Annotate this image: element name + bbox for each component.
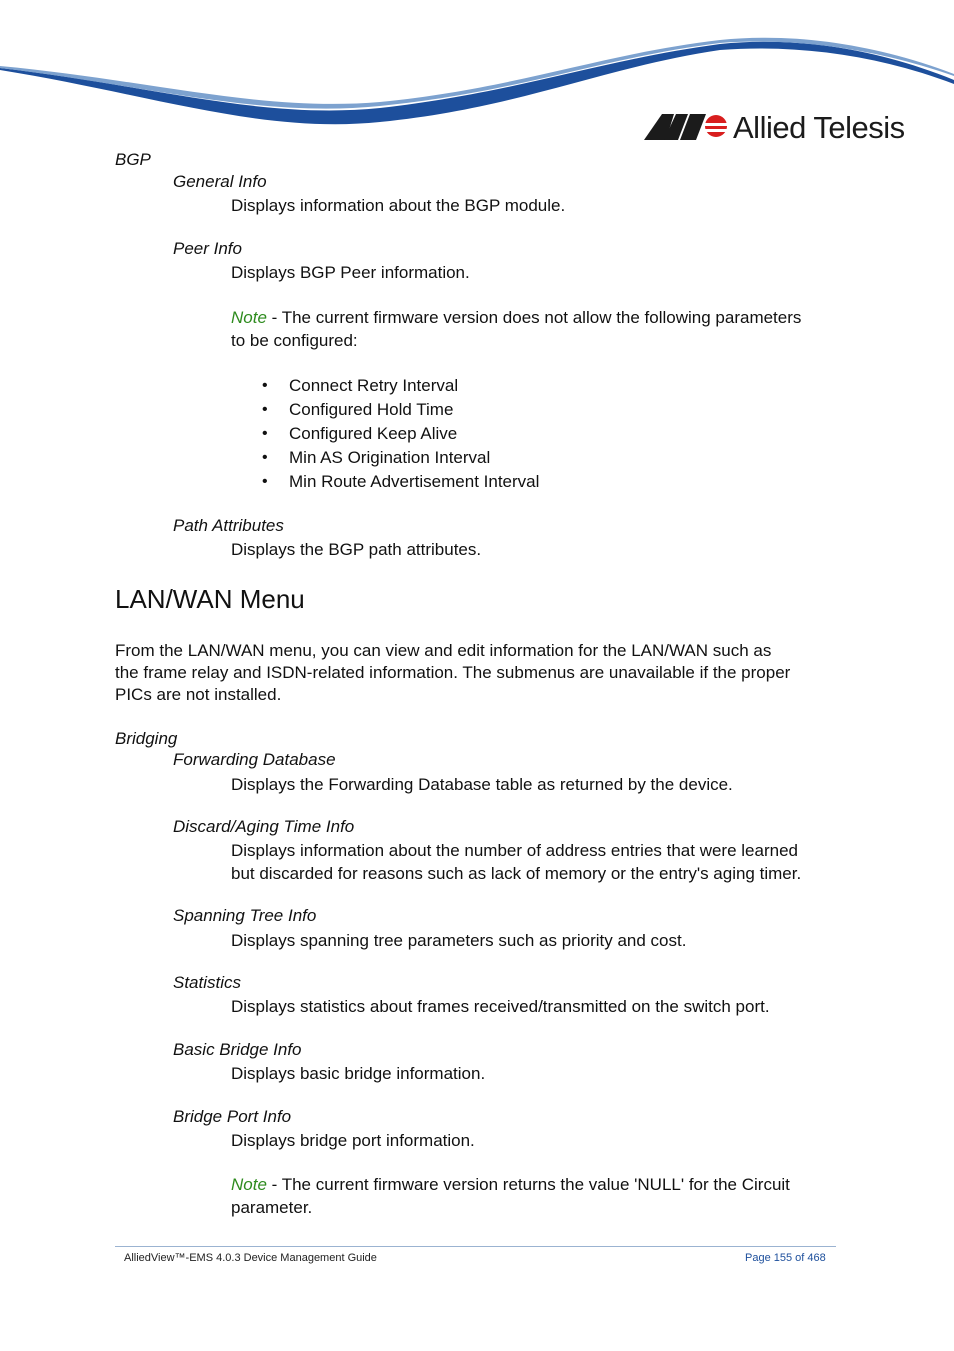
lanwan-intro-line-3: PICs are not installed. (115, 685, 282, 704)
subsection-title-bridge-port-info: Bridge Port Info (173, 1107, 292, 1126)
peer-info-note (231, 306, 801, 329)
subsection-title-peer-info: Peer Info (173, 239, 242, 258)
subsection-title-forwarding-database: Forwarding Database (173, 750, 336, 769)
logo-wordmark: Allied Telesis (733, 110, 905, 145)
basic-bridge-description: Displays basic bridge information. (231, 1064, 486, 1083)
subsection-title-spanning-tree-info: Spanning Tree Info (173, 906, 317, 925)
lanwan-intro-line-2: the frame relay and ISDN-related information. The submenus are unavailable if the proper (115, 663, 791, 682)
list-item: • Connect Retry Interval (262, 374, 539, 398)
note-label: Note (231, 1175, 267, 1194)
lanwan-intro-line-1: From the LAN/WAN menu, you can view and edit information for the LAN/WAN such as (115, 641, 772, 660)
subsection-title-path-attributes: Path Attributes (173, 516, 284, 535)
footer-page-number: Page 155 of 468 (745, 1252, 826, 1264)
peer-info-description: Displays BGP Peer information. (231, 263, 470, 282)
spanning-tree-description: Displays spanning tree parameters such as priority and cost. (231, 931, 687, 950)
subsection-title-basic-bridge-info: Basic Bridge Info (173, 1040, 302, 1059)
bridge-port-note-line2: parameter. (231, 1198, 313, 1217)
discard-aging-description-line-2: but discarded for reasons such as lack of memory or the entry's aging timer. (231, 864, 802, 883)
unconfigurable-parameters-list (262, 374, 539, 494)
list-item: • Min Route Advertisement Interval (262, 470, 539, 494)
note-text: - The current firmware version does not allow the following parameters (266, 308, 802, 327)
bridge-port-description: Displays bridge port information. (231, 1131, 475, 1150)
note-label: Note (231, 308, 267, 327)
section-title-bridging: Bridging (115, 729, 178, 748)
forwarding-database-description: Displays the Forwarding Database table as returned by the device. (231, 775, 733, 794)
subsection-title-discard-aging-time-info: Discard/Aging Time Info (173, 817, 355, 836)
discard-aging-description-line-1: Displays information about the number of address entries that were learned (231, 841, 798, 860)
list-item: • Configured Hold Time (262, 398, 539, 422)
allied-telesis-logo-mark-icon (644, 114, 728, 140)
footer-divider (115, 1246, 836, 1247)
peer-info-note-line2: to be configured: (231, 331, 358, 350)
list-item: • Min AS Origination Interval (262, 446, 539, 470)
page-heading-lanwan-menu: LAN/WAN Menu (115, 584, 305, 614)
bridge-port-note (231, 1173, 790, 1196)
statistics-description: Displays statistics about frames received/transmitted on the switch port. (231, 997, 770, 1016)
path-attributes-description: Displays the BGP path attributes. (231, 540, 482, 559)
subsection-title-statistics: Statistics (173, 973, 242, 992)
note-text: - The current firmware version returns the value 'NULL' for the Circuit (266, 1175, 790, 1194)
general-info-description: Displays information about the BGP module. (231, 196, 566, 215)
subsection-title-general-info: General Info (173, 172, 267, 191)
footer-document-title: AlliedView™-EMS 4.0.3 Device Management Guide (124, 1252, 377, 1264)
section-title-bgp: BGP (115, 150, 151, 169)
list-item: • Configured Keep Alive (262, 422, 539, 446)
